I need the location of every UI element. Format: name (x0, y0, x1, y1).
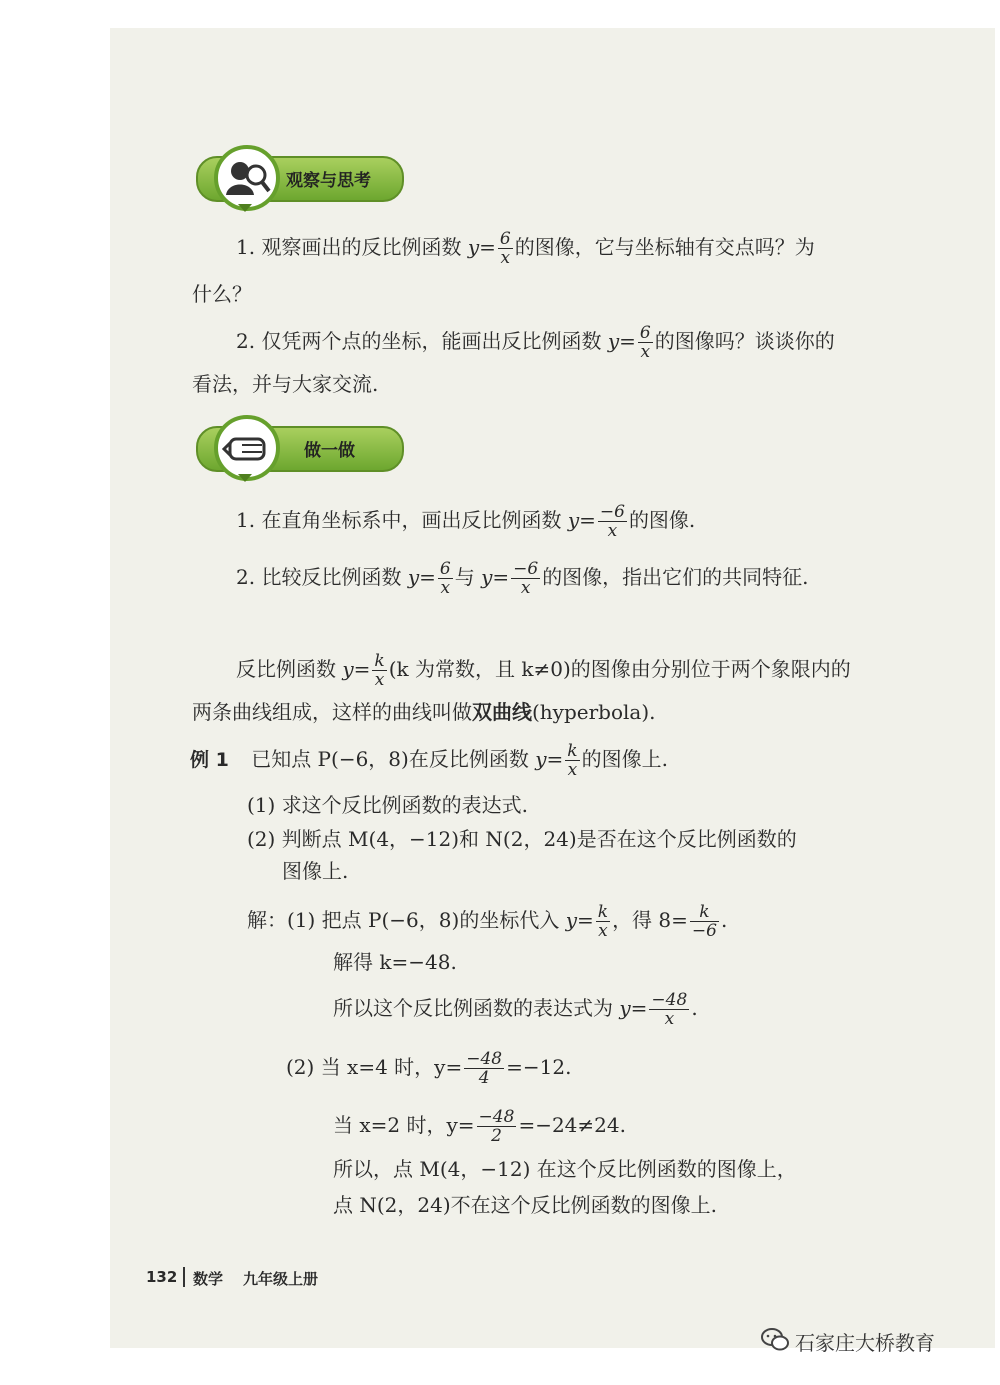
chevron-down-icon (238, 204, 252, 212)
observe-q2-cont: 看法，并与大家交流. (192, 372, 379, 396)
footer-divider (183, 1267, 185, 1287)
observe-q2: 2. 仅凭两个点的坐标，能画出反比例函数 y= $\frac{6}{x}$ 的图像吗？谈谈你的 (236, 323, 835, 362)
do-q1: 1. 在直角坐标系中，画出反比例函数 y= $\frac{-6}{x}$ 的图像. (236, 502, 696, 541)
footer-subject: 数学 (193, 1270, 224, 1288)
example-label: 例 1 (190, 749, 229, 771)
watermark-text: 石家庄大桥教育 (795, 1331, 935, 1355)
observe-q1-cont: 什么？ (192, 282, 252, 306)
solution-line2: 解得 k=−48. (333, 950, 457, 974)
observe-q1: 1. 观察画出的反比例函数 y= $\frac{6}{x}$ 的图像，它与坐标轴有交点吗？为 (236, 229, 815, 268)
definition-line2: 两条曲线组成，这样的曲线叫做双曲线(hyperbola). (192, 700, 656, 724)
term-hyperbola: 双曲线 (472, 700, 532, 724)
solution-line1: 解：(1) 把点 P(−6，8)的坐标代入 y= $\frac{k}{x}$ ，得 8= $\frac{k}{-6}$ . (247, 902, 728, 941)
wechat-icon (760, 1326, 790, 1358)
do-label: 做一做 (304, 441, 355, 461)
observe-icon (214, 145, 280, 211)
hand-icon (214, 415, 280, 481)
solution-line3: 所以这个反比例函数的表达式为 y= $\frac{-48}{x}$ . (333, 990, 698, 1029)
definition-line1: 反比例函数 y= $\frac{k}{x}$ (k 为常数，且 k≠0)的图像由分别位于两个象限内的 (236, 651, 851, 690)
chevron-down-icon (238, 474, 252, 482)
solution-line7: 点 N(2，24)不在这个反比例函数的图像上. (333, 1193, 717, 1217)
observe-label: 观察与思考 (286, 171, 371, 191)
solution-line5: 当 x=2 时，y= $\frac{-48}{2}$ =−24≠24. (333, 1107, 626, 1146)
example-1: 例 1 已知点 P(−6，8)在反比例函数 y= $\frac{k}{x}$ 的图像上. (190, 741, 668, 780)
example-part2-cont: 图像上. (282, 859, 349, 883)
do-q2: 2. 比较反比例函数 y= $\frac{6}{x}$ 与 y= $\frac{-6}{x}$ 的图像，指出它们的共同特征. (236, 559, 809, 598)
solution-line6: 所以，点 M(4，−12) 在这个反比例函数的图像上， (333, 1157, 797, 1181)
footer-book: 九年级上册 (243, 1270, 319, 1288)
example-part2: (2) 判断点 M(4，−12)和 N(2，24)是否在这个反比例函数的 (247, 827, 797, 851)
example-part1: (1) 求这个反比例函数的表达式. (247, 793, 529, 817)
solution-line4: (2) 当 x=4 时，y= $\frac{-48}{4}$ =−12. (286, 1049, 572, 1088)
page-number: 132 (146, 1268, 178, 1286)
